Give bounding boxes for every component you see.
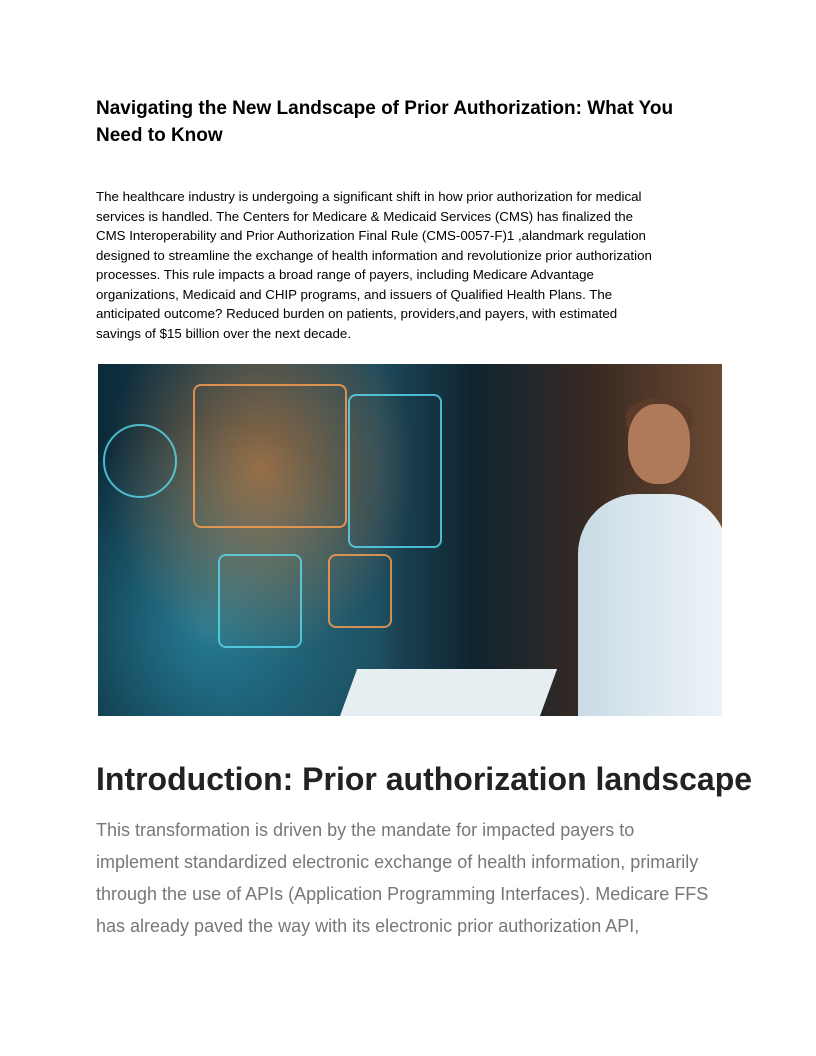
intro-line: designed to streamline the exchange of health information and revolutionize prior authorization <box>96 247 652 263</box>
title-line: Navigating the New Landscape of Prior Authorization: What You <box>96 98 674 119</box>
doctor-interface-photo <box>98 364 722 716</box>
intro-line: services is handled. The Centers for Medicare & Medicaid Services (CMS) has finalized the <box>96 208 634 224</box>
section-line: implement standardized electronic exchange of health information, primarily <box>96 852 699 872</box>
section-heading: Introduction: Prior authorization landscape <box>96 761 753 797</box>
title-line: Need to Know <box>96 125 223 146</box>
intro-line: CMS Interoperability and Prior Authorization Final Rule (CMS-0057-F)1 ,alandmark regulation <box>96 228 646 243</box>
desk <box>339 669 557 716</box>
holographic-screen <box>98 364 458 716</box>
section-line: has already paved the way with its electronic prior authorization API, <box>96 916 640 936</box>
section-line: This transformation is driven by the mandate for impacted payers to <box>96 820 635 840</box>
doctor-figure <box>518 384 718 716</box>
intro-line: The healthcare industry is undergoing a significant shift in how prior authorization for medical <box>96 189 642 204</box>
section-line: through the use of APIs (Application Programming Interfaces). Medicare FFS <box>96 884 709 904</box>
intro-line: processes. This rule impacts a broad range of payers, including Medicare Advantage <box>96 267 594 282</box>
article-title <box>96 95 736 149</box>
intro-line: organizations, Medicaid and CHIP programs, and issuers of Qualified Health Plans. The <box>96 286 613 302</box>
section-paragraph <box>96 814 708 942</box>
intro-paragraph <box>96 187 736 343</box>
intro-line: anticipated outcome? Reduced burden on patients, providers,and payers, with estimated <box>96 306 618 321</box>
intro-line: savings of $15 billion over the next decade. <box>96 325 352 341</box>
